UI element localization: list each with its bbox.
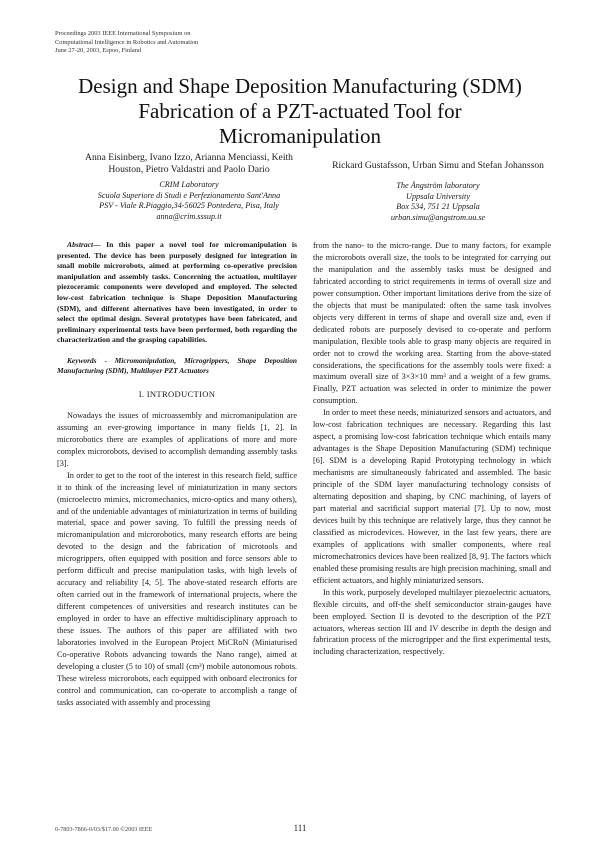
right-column bbox=[313, 240, 551, 658]
affiliation-line: Uppsala University bbox=[406, 191, 470, 201]
proceedings-line: Proceedings 2003 IEEE International Symposium on bbox=[55, 30, 191, 37]
affiliation-right bbox=[308, 181, 568, 223]
paper-title bbox=[40, 74, 560, 149]
affiliation-line: The Ångström laboratory bbox=[396, 181, 480, 190]
authors-right bbox=[308, 160, 568, 223]
section-heading: I. INTRODUCTION bbox=[138, 388, 216, 399]
title-line: Design and Shape Deposition Manufacturing (SDM) bbox=[78, 74, 522, 98]
keywords: Keywords - Micromanipulation, Microgrippers, Shape Deposition Manufacturing (SDM), Multilayer PZT Actuators bbox=[57, 355, 297, 376]
affiliation-left bbox=[56, 180, 322, 222]
author-names: Anna Eisinberg, Ivano Izzo, Arianna Menciassi, Keith bbox=[85, 152, 293, 163]
author-names: Houston, Pietro Valdastri and Paolo Dario bbox=[108, 164, 270, 175]
body-paragraph: Nowadays the issues of microassembly and micromanipulation are assuming an ever-growing importance in many fields [1, 2]. In microrobotics there are examples of applications of more and more complex microrobots, devised to accomplish demanding assembly tasks [3]. bbox=[57, 410, 297, 468]
body-paragraph: from the nano- to the micro-range. Due to many factors, for example the microrobots overall size, the tools to be integrated for carrying out the manipulation and the assembly tasks must be designed and fabricated according to strict requirements in terms of overall size and power consumption. Other important limitations derive from the size of the objects that must be manipulated: often the same task involves objects very different in terms of shape and overall size and, even if dedicated robots are purposely devised to co-operate and perform manipulation, flexible tools able to grasp many objects are required in order not to crowd the working area. Starting from the above-stated considerations, the specifications for the assembly tools were fixed: a maximum overall size of 3×3×10 mm³ and a weight of a few grams. Finally, PZT actuation was selected in order to minimize the power consumption. bbox=[313, 241, 551, 406]
body-paragraph: In order to meet these needs, miniaturized sensors and actuators, and low-cost fabrication techniques are necessary. Regarding this last aspect, a promising low-cost fabrication technique which entails many advantages is the Shape Deposition Manufacturing (SDM) technique [6]. SDM is a developing Rapid Prototyping technology in which mechanisms are simultaneously fabricated and assembled. The basic principle of the SDM layer manufacturing technology consists of alternating deposition and shaping, by CNC machining, of layers of part material and sacrificial support material [7]. Up to now, most devices built by this technique are relatively large, thus they cannot be classified as microdevices. However, in the last few years, there are examples of applications with smaller components, where real micromechatronics devices have been realized [8, 9]. The factors which enabled these promising results are high precision machining, small and efficient actuators, and highly miniaturized sensors. bbox=[313, 408, 551, 585]
abstract-text: — In this paper a novel tool for micromanipulation is presented. The device has been purposely designed for integration in small mobile microrobots, aimed at performing co-operative precision manipulation and assembly tasks. Concerning the actuation, multilayer piezoceramic components were developed and employed. The selected low-cost fabrication technique is Shape Deposition Manufacturing (SDM), and different alternatives have been investigated, in order to select the optimal design. Several prototypes have been fabricated, and preliminary experimental tests have been performed, both regarding the characterization and the grasping capabilities. bbox=[57, 240, 297, 345]
proceedings-line: Computational Intelligence in Robotics and Automation bbox=[55, 38, 199, 46]
author-email[interactable]: anna@crim.sssup.it bbox=[156, 211, 222, 221]
author-names: Rickard Gustafsson, Urban Simu and Stefan Johansson bbox=[332, 160, 544, 171]
copyright-footer: 0-7803-7866-0/03/$17.00 ©2003 IEEE bbox=[55, 826, 153, 833]
body-paragraph: In this work, purposely developed multilayer piezoelectric actuators, flexible circuits, and off-the shelf semiconductor strain-gauges have been employed. Section II is devoted to the description of the PZT actuators, whereas section III and IV describe in depth the design and fabrication process of the microgripper and the first experimental tests, including characterization, respectively. bbox=[313, 587, 551, 657]
proceedings-line: June 27-20, 2003, Espoo, Finland bbox=[55, 47, 142, 55]
author-email[interactable]: urban.simu@angstrom.uu.se bbox=[390, 212, 486, 222]
left-column bbox=[57, 240, 297, 709]
affiliation-line: CRIM Laboratory bbox=[159, 180, 219, 189]
body-paragraph: In order to get to the root of the interest in this research field, suffice it to think of the increasing level of miniaturization in many sectors (microelectro mimics, micromechanics, micro-optics and many others), and of the undeniable advantages of miniaturization in terms of building material, space and power saving. To fulfill the pressing needs of micromanipulation and microrobotics, many research efforts are being devoted to the design and the fabrication of microtools and microgrippers, often equipped with position and force sensors able to perform difficult and precise manipulation tasks, with high levels of accuracy and reliability [4, 5]. The above-stated research efforts are often carried out in the framework of international projects, where the different competences of universities and research institutes can be employed in order to have an effective multidisciplinary approach to these issues. The authors of this paper are affiliated with two laboratories involved in the European Project MiCRoN (Miniaturised Co-operative Robots advancing towards the Nano range), aimed at developing a cluster (5 to 10) of small (cm³) mobile autonomous robots. These wireless microrobots, each equipped with onboard electronics for control and communication, can co-operate to accomplish a range of tasks associated with assembly and processing bbox=[57, 470, 297, 707]
page-number: 111 bbox=[293, 823, 307, 833]
affiliation-line: Scuola Superiore di Studi e Perfezionamento Sant'Anna bbox=[97, 190, 281, 200]
affiliation-line: PSV - Viale R.Piaggio,34-56025 Pontedera, Pisa, Italy bbox=[99, 201, 279, 211]
abstract bbox=[57, 240, 297, 346]
affiliation-line: Box 534, 751 21 Uppsala bbox=[396, 202, 480, 212]
title-line: Fabrication of a PZT-actuated Tool for bbox=[138, 99, 462, 123]
proceedings-header bbox=[55, 30, 315, 56]
title-line: Micromanipulation bbox=[218, 124, 382, 148]
authors-left bbox=[56, 152, 322, 222]
abstract-label: Abstract bbox=[67, 240, 94, 249]
